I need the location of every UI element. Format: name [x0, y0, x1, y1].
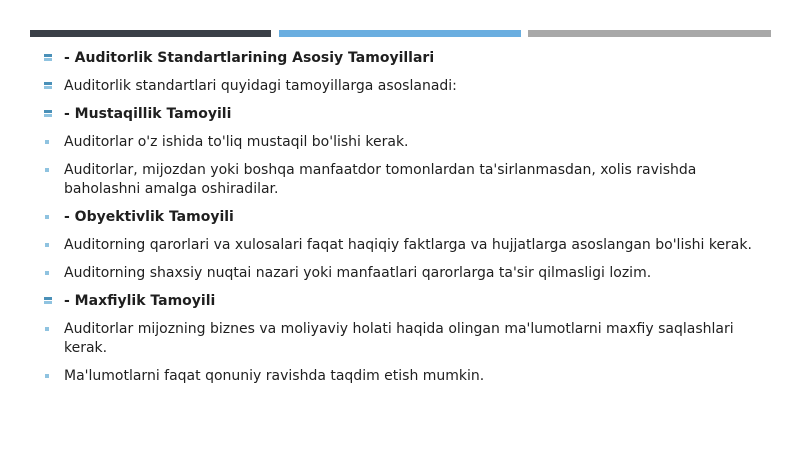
bullet-item-9: - Maxfiylik Tamoyili — [44, 292, 764, 311]
bullet-icon — [44, 54, 52, 62]
bullet-item-2: Auditorlik standartlari quyidagi tamoyillarga asoslanadi: — [44, 77, 764, 96]
bullet-icon — [45, 271, 49, 275]
bullet-item-11: Ma'lumotlarni faqat qonuniy ravishda taqdim etish mumkin. — [44, 367, 764, 386]
bullet-item-7: Auditorning qarorlari va xulosalari faqat haqiqiy faktlarga va hujjatlarga asoslangan bo'lishi kerak. — [44, 236, 764, 255]
bullet-item-10: Auditorlar mijozning biznes va moliyaviy holati haqida olingan ma'lumotlarni maxfiy saqlashlari kerak. — [44, 320, 764, 358]
bullet-icon — [45, 374, 49, 378]
header-bar-dark — [30, 30, 271, 37]
bullet-icon — [44, 110, 52, 118]
bullet-item-3: - Mustaqillik Tamoyili — [44, 105, 764, 124]
bullet-item-1: - Auditorlik Standartlarining Asosiy Tamoyillari — [44, 49, 764, 68]
bullet-icon — [44, 297, 52, 305]
bullet-icon — [44, 82, 52, 90]
bullet-icon — [45, 327, 49, 331]
bullet-icon — [45, 140, 49, 144]
bullet-icon — [45, 168, 49, 172]
bullet-item-4: Auditorlar o'z ishida to'liq mustaqil bo'lishi kerak. — [44, 133, 764, 152]
bullet-item-8: Auditorning shaxsiy nuqtai nazari yoki manfaatlari qarorlarga ta'sir qilmasligi lozim. — [44, 264, 764, 283]
bullet-item-6: - Obyektivlik Tamoyili — [44, 208, 764, 227]
header-bar-gray — [528, 30, 771, 37]
bullet-icon — [45, 243, 49, 247]
bullet-icon — [45, 215, 49, 219]
slide-content — [44, 49, 764, 395]
header-bar-blue — [279, 30, 521, 37]
bullet-item-5: Auditorlar, mijozdan yoki boshqa manfaatdor tomonlardan ta'sirlanmasdan, xolis ravishda baholashni amalga oshiradilar. — [44, 161, 764, 199]
